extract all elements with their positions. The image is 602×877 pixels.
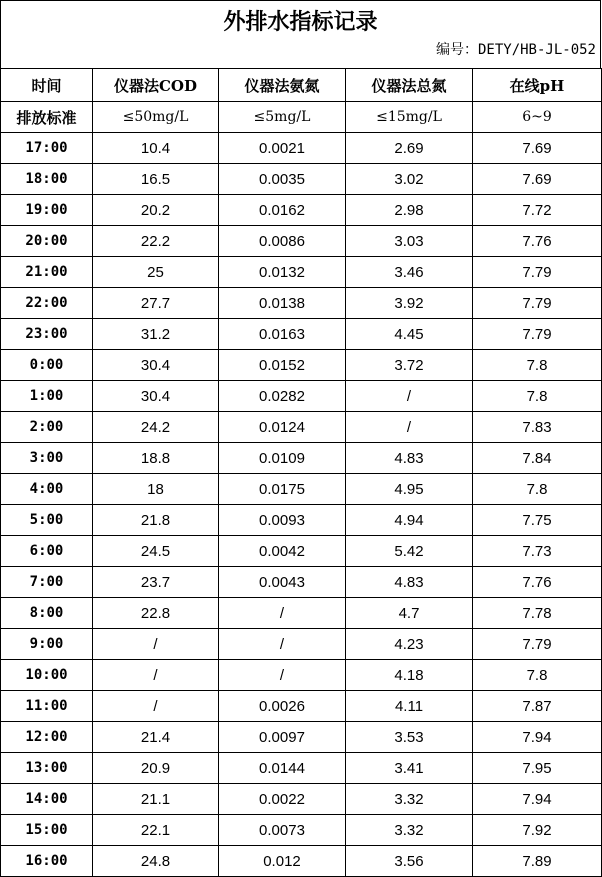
cell-total-nitrogen: /: [346, 381, 473, 412]
cell-ph: 7.95: [473, 753, 602, 784]
cell-time: 11:00: [1, 691, 93, 722]
cell-ph: 7.83: [473, 412, 602, 443]
cell-ph: 7.75: [473, 505, 602, 536]
cell-time: 15:00: [1, 815, 93, 846]
cell-time: 14:00: [1, 784, 93, 815]
cell-cod: 21.4: [93, 722, 219, 753]
cell-total-nitrogen: 5.42: [346, 536, 473, 567]
cell-total-nitrogen: 3.32: [346, 784, 473, 815]
cell-total-nitrogen: 4.83: [346, 443, 473, 474]
cell-cod: 21.8: [93, 505, 219, 536]
cell-time: 3:00: [1, 443, 93, 474]
cell-total-nitrogen: 4.95: [346, 474, 473, 505]
cell-total-nitrogen: 4.11: [346, 691, 473, 722]
cell-time: 23:00: [1, 319, 93, 350]
cell-total-nitrogen: 3.56: [346, 846, 473, 877]
cell-ammonia-nitrogen: 0.0282: [219, 381, 346, 412]
table-row: [1, 536, 602, 567]
cell-ph: 7.79: [473, 257, 602, 288]
cell-total-nitrogen: 3.92: [346, 288, 473, 319]
cell-ammonia-nitrogen: /: [219, 598, 346, 629]
cell-ph: 7.79: [473, 629, 602, 660]
table-row: [1, 784, 602, 815]
standard-row: [1, 102, 602, 133]
cell-cod: 30.4: [93, 350, 219, 381]
cell-total-nitrogen: 2.69: [346, 133, 473, 164]
cell-ph: 7.8: [473, 350, 602, 381]
cell-cod: 10.4: [93, 133, 219, 164]
cell-time: 4:00: [1, 474, 93, 505]
standard-time: 排放标准: [1, 102, 93, 133]
cell-ammonia-nitrogen: 0.0093: [219, 505, 346, 536]
cell-total-nitrogen: 4.18: [346, 660, 473, 691]
cell-time: 8:00: [1, 598, 93, 629]
table-row: [1, 722, 602, 753]
cell-cod: /: [93, 629, 219, 660]
cell-time: 17:00: [1, 133, 93, 164]
cell-cod: 18: [93, 474, 219, 505]
cell-ammonia-nitrogen: 0.0109: [219, 443, 346, 474]
header-row: [1, 69, 602, 102]
cell-cod: 24.8: [93, 846, 219, 877]
cell-ph: 7.73: [473, 536, 602, 567]
header-ammonia-nitrogen: 仪器法氨氮: [219, 69, 346, 102]
cell-ph: 7.87: [473, 691, 602, 722]
cell-ammonia-nitrogen: 0.0144: [219, 753, 346, 784]
cell-cod: 22.8: [93, 598, 219, 629]
cell-cod: 22.2: [93, 226, 219, 257]
cell-ammonia-nitrogen: 0.0042: [219, 536, 346, 567]
cell-time: 21:00: [1, 257, 93, 288]
cell-time: 18:00: [1, 164, 93, 195]
cell-time: 22:00: [1, 288, 93, 319]
cell-ammonia-nitrogen: 0.0163: [219, 319, 346, 350]
wastewater-table: [0, 68, 602, 877]
cell-ammonia-nitrogen: 0.012: [219, 846, 346, 877]
cell-total-nitrogen: 4.83: [346, 567, 473, 598]
cell-time: 12:00: [1, 722, 93, 753]
cell-ph: 7.69: [473, 133, 602, 164]
table-row: [1, 660, 602, 691]
document-code: 编号：DETY/HB-JL-052: [435, 42, 596, 58]
cell-total-nitrogen: 4.94: [346, 505, 473, 536]
cell-ph: 7.84: [473, 443, 602, 474]
table-row: [1, 505, 602, 536]
cell-ph: 7.76: [473, 226, 602, 257]
cell-cod: 21.1: [93, 784, 219, 815]
table-row: [1, 381, 602, 412]
table-row: [1, 629, 602, 660]
cell-ammonia-nitrogen: 0.0097: [219, 722, 346, 753]
cell-ammonia-nitrogen: 0.0152: [219, 350, 346, 381]
header-cod: 仪器法COD: [93, 69, 219, 102]
cell-time: 2:00: [1, 412, 93, 443]
cell-time: 6:00: [1, 536, 93, 567]
table-row: [1, 598, 602, 629]
cell-ph: 7.8: [473, 474, 602, 505]
table-row: [1, 815, 602, 846]
cell-total-nitrogen: 3.32: [346, 815, 473, 846]
cell-ammonia-nitrogen: /: [219, 660, 346, 691]
cell-cod: 16.5: [93, 164, 219, 195]
cell-ammonia-nitrogen: 0.0021: [219, 133, 346, 164]
cell-ph: 7.94: [473, 722, 602, 753]
cell-time: 13:00: [1, 753, 93, 784]
cell-ammonia-nitrogen: 0.0026: [219, 691, 346, 722]
cell-total-nitrogen: 4.7: [346, 598, 473, 629]
table-row: [1, 350, 602, 381]
standard-ph: 6~9: [473, 102, 602, 133]
cell-ammonia-nitrogen: 0.0022: [219, 784, 346, 815]
header-time: 时间: [1, 69, 93, 102]
table-row: [1, 567, 602, 598]
cell-ph: 7.8: [473, 660, 602, 691]
header-total-nitrogen: 仪器法总氮: [346, 69, 473, 102]
table-row: [1, 846, 602, 877]
cell-ph: 7.78: [473, 598, 602, 629]
page-title: 外排水指标记录: [223, 9, 378, 35]
standard-cod: ≤50mg/L: [93, 102, 219, 133]
table-row: [1, 288, 602, 319]
cell-cod: 24.2: [93, 412, 219, 443]
title-box: [0, 0, 601, 68]
table-row: [1, 319, 602, 350]
table-row: [1, 164, 602, 195]
cell-time: 9:00: [1, 629, 93, 660]
cell-ph: 7.69: [473, 164, 602, 195]
cell-ammonia-nitrogen: 0.0043: [219, 567, 346, 598]
standard-ammonia-nitrogen: ≤5mg/L: [219, 102, 346, 133]
table-row: [1, 443, 602, 474]
cell-total-nitrogen: 3.53: [346, 722, 473, 753]
cell-cod: 18.8: [93, 443, 219, 474]
cell-time: 1:00: [1, 381, 93, 412]
cell-cod: 30.4: [93, 381, 219, 412]
cell-ammonia-nitrogen: 0.0132: [219, 257, 346, 288]
cell-total-nitrogen: /: [346, 412, 473, 443]
cell-cod: 23.7: [93, 567, 219, 598]
cell-cod: 25: [93, 257, 219, 288]
cell-ph: 7.8: [473, 381, 602, 412]
cell-time: 16:00: [1, 846, 93, 877]
cell-ph: 7.89: [473, 846, 602, 877]
cell-cod: 31.2: [93, 319, 219, 350]
cell-ph: 7.79: [473, 288, 602, 319]
cell-ph: 7.76: [473, 567, 602, 598]
table-row: [1, 753, 602, 784]
cell-total-nitrogen: 4.23: [346, 629, 473, 660]
cell-total-nitrogen: 3.46: [346, 257, 473, 288]
cell-cod: 20.2: [93, 195, 219, 226]
cell-cod: 24.5: [93, 536, 219, 567]
table-row: [1, 195, 602, 226]
table-row: [1, 133, 602, 164]
table-row: [1, 474, 602, 505]
cell-ammonia-nitrogen: 0.0073: [219, 815, 346, 846]
cell-time: 5:00: [1, 505, 93, 536]
cell-ammonia-nitrogen: 0.0086: [219, 226, 346, 257]
cell-ammonia-nitrogen: 0.0138: [219, 288, 346, 319]
cell-total-nitrogen: 4.45: [346, 319, 473, 350]
cell-ammonia-nitrogen: 0.0124: [219, 412, 346, 443]
cell-ammonia-nitrogen: 0.0035: [219, 164, 346, 195]
cell-time: 19:00: [1, 195, 93, 226]
table-row: [1, 412, 602, 443]
cell-cod: 27.7: [93, 288, 219, 319]
cell-total-nitrogen: 3.72: [346, 350, 473, 381]
cell-total-nitrogen: 3.03: [346, 226, 473, 257]
cell-time: 20:00: [1, 226, 93, 257]
table-row: [1, 691, 602, 722]
table-row: [1, 226, 602, 257]
cell-cod: /: [93, 691, 219, 722]
cell-ph: 7.92: [473, 815, 602, 846]
cell-cod: 20.9: [93, 753, 219, 784]
cell-ph: 7.94: [473, 784, 602, 815]
table-row: [1, 257, 602, 288]
standard-total-nitrogen: ≤15mg/L: [346, 102, 473, 133]
cell-total-nitrogen: 3.41: [346, 753, 473, 784]
cell-time: 0:00: [1, 350, 93, 381]
cell-ammonia-nitrogen: 0.0175: [219, 474, 346, 505]
cell-ph: 7.72: [473, 195, 602, 226]
cell-total-nitrogen: 2.98: [346, 195, 473, 226]
header-ph: 在线pH: [473, 69, 602, 102]
cell-ammonia-nitrogen: /: [219, 629, 346, 660]
cell-time: 7:00: [1, 567, 93, 598]
cell-total-nitrogen: 3.02: [346, 164, 473, 195]
cell-cod: 22.1: [93, 815, 219, 846]
cell-ammonia-nitrogen: 0.0162: [219, 195, 346, 226]
cell-time: 10:00: [1, 660, 93, 691]
cell-ph: 7.79: [473, 319, 602, 350]
cell-cod: /: [93, 660, 219, 691]
